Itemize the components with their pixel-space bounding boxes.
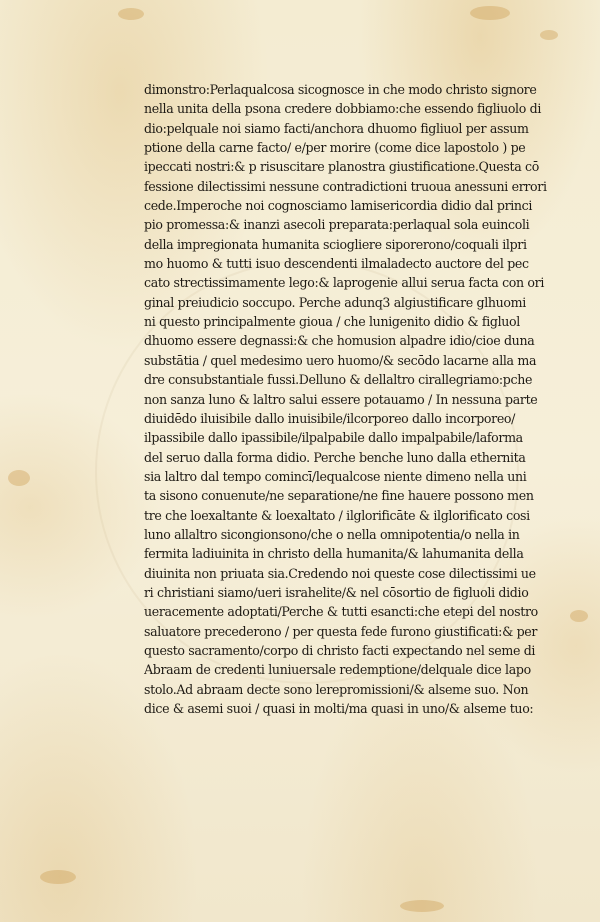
foxing-spot [40,870,76,884]
text-line: dio:pelquale noi siamo facti/anchora dhuomo figliuol per assum [144,120,529,136]
text-line: non sanza luno & laltro salui essere potauamo / In nessuna parte [144,391,538,407]
foxing-spot [118,8,144,20]
text-line: ueracemente adoptati/Perche & tutti esancti:che etepi del nostro [144,604,538,620]
text-line: della impregionata humanita sciogliere siporerono/coquali ilpri [144,236,527,252]
text-line: questo sacramento/corpo di christo facti expectando nel seme di [144,642,536,658]
text-line: dimonstro:Perlaqualcosa sicognosce in che modo christo signore [144,82,537,97]
text-line: ri christiani siamo/ueri israhelite/& nel cōsortio de figluoli didio [144,584,529,600]
text-line: cato strectissimamente lego:& laprogenie allui serua facta con ori [144,275,545,291]
text-line: luno allaltro sicongionsono/che o nella omnipotentia/o nella in [144,526,520,542]
text-line: ginal preiudicio soccupo. Perche adunq3 algiustificare glhuomi [144,294,526,310]
text-line: pio promessa:& inanzi asecoli preparata:perlaqual sola euincoli [144,217,530,233]
foxing-spot [470,6,510,20]
foxing-spot [570,610,588,622]
text-line: mo huomo & tutti isuo descendenti ilmaladecto auctore del pec [144,256,529,272]
text-line: dhuomo essere degnassi:& che homusion alpadre idio/cioe duna [144,333,535,349]
text-line: cede.Imperoche noi cognosciamo lamisericordia didio dal princi [144,198,533,214]
text-line: dice & asemi suoi / quasi in molti/ma quasi in uno/& alseme tuo: [144,701,534,716]
text-line: ta sisono conuenute/ne separatione/ne fine hauere possono men [144,488,534,504]
foxing-spot [400,900,444,912]
text-line: ipeccati nostri:& p risuscitare planostra giustificatione.Questa cō [144,159,539,175]
text-line: Abraam de credenti luniuersale redemptione/delquale dice lapo [144,662,531,678]
text-line: ni questo principalmente gioua / che lunigenito didio & figluol [144,314,520,330]
text-line: nella unita della psona credere dobbiamo:che essendo figliuolo di [144,101,542,117]
text-line: del seruo dalla forma didio. Perche benche luno dalla ethernita [144,449,526,465]
text-line: stolo.Ad abraam decte sono lerepromissioni/& alseme suo. Non [144,681,529,697]
text-line: ptione della carne facto/ e/per morire (come dice lapostolo ) pe [144,140,526,156]
text-line: fermita ladiuinita in christo della humanita/& lahumanita della [144,546,524,562]
text-line: sia laltro dal tempo comincī/lequalcose niente dimeno nella uni [144,468,527,484]
text-line: fessione dilectissimi nessune contradictioni truoua anessuni errori [144,178,547,194]
text-line: diuinita non priuata sia.Credendo noi queste cose dilectissimi ue [144,565,536,581]
text-line: substātia / quel medesimo uero huomo/& secōdo lacarne alla ma [144,352,537,368]
body-text [144,80,570,718]
text-line: tre che loexaltante & loexaltato / ilglorificāte & ilglorificato cosi [144,507,530,523]
foxing-spot [540,30,558,40]
text-line: saluatore precederono / per questa fede furono giustificati:& per [144,623,538,639]
text-line: dre consubstantiale fussi.Delluno & dellaltro cirallegriamo:pche [144,372,533,388]
foxing-spot [8,470,30,486]
text-line: diuidēdo iluisibile dallo inuisibile/ilcorporeo dallo incorporeo/ [144,410,516,426]
text-line: ilpassibile dallo ipassibile/ilpalpabile dallo impalpabile/laforma [144,430,523,446]
